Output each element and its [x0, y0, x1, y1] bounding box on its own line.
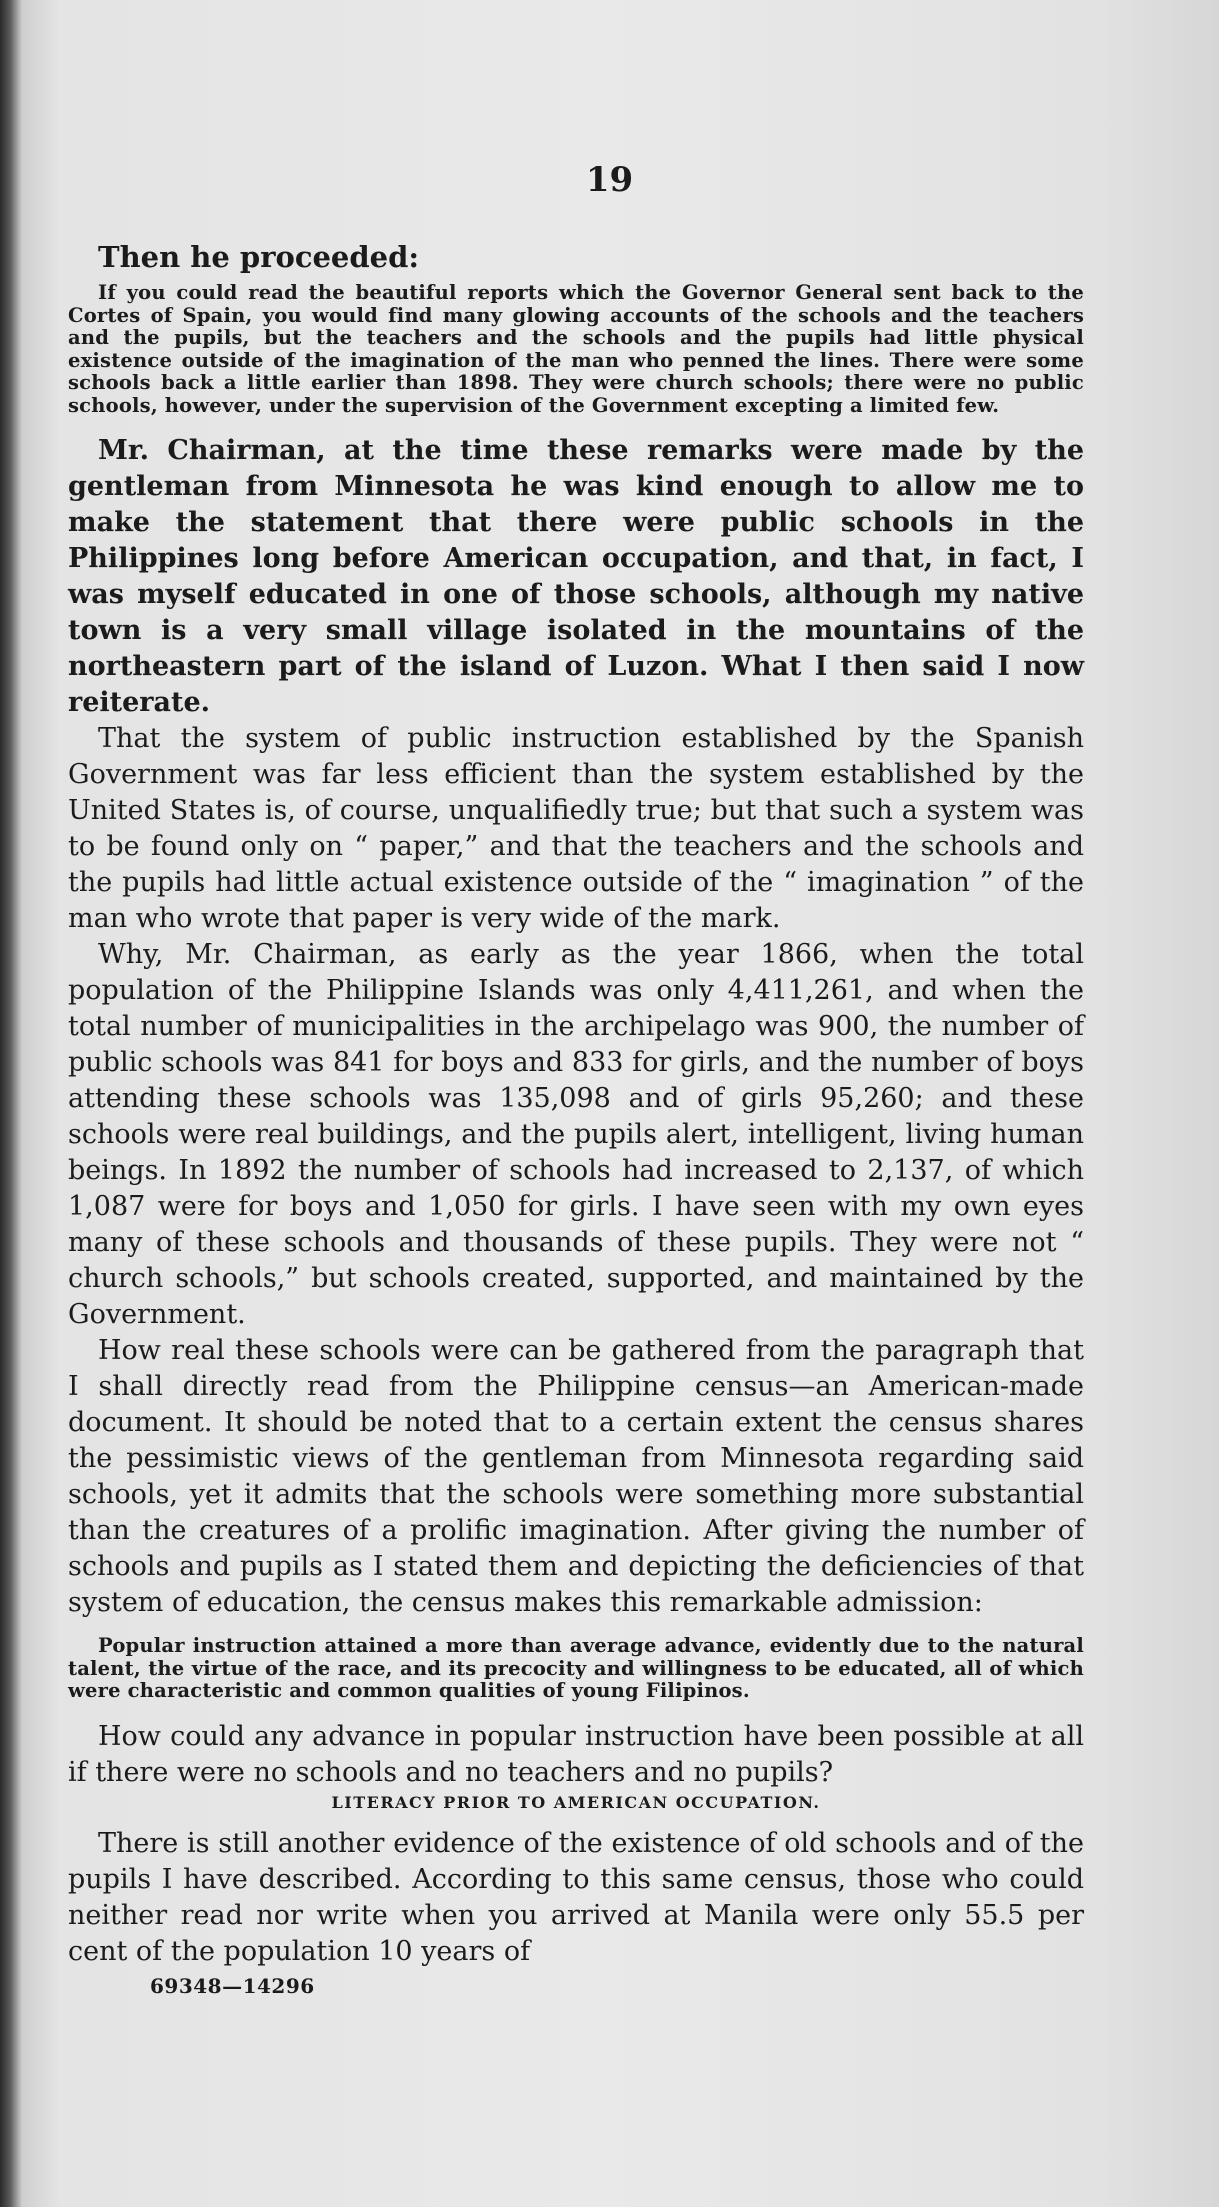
- paragraph-literacy-evidence: There is still another evidence of the existence of old schools and of the pupils I have described. According to this same census, those who could neither read nor write when you arrived at Manila were only 55.5 per cent of the population 10 years of: [68, 1827, 1084, 1967]
- paragraph-chairman-remarks: Mr. Chairman, at the time these remarks were made by the gentleman from Minnesota he was kind enough to allow me to make the statement that there were public schools in the Philippines long before American occupation, and that, in fact, I was myself educated in one of those schools, although my native town is a very small village isolated in the mountains of the northeastern part of the island of Luzon. What I then said I now reiterate.: [68, 435, 1084, 718]
- paragraph-spanish-system: That the system of public instruction established by the Spanish Government was far less efficient than the system established by the United States is, of course, unqualifiedly true; but that such a system was to be found only on “ paper,” and that the teachers and the schools and the pupils had little actual existence outside of the “ imagination ” of the man who wrote that paper is very wide of the mark.: [68, 723, 1084, 934]
- block-quote-governor-reports: If you could read the beautiful reports which the Governor General sent back to the Cortes of Spain, you would find many glowing accounts of the schools and the teachers and the pupils, but the teachers and the schools and the pupils had little physical existence outside of the imagination of the man who penned the lines. There were some schools back a little earlier than 1898. They were church schools; there were no public schools, however, under the supervision of the Government excepting a limited few.: [68, 281, 1084, 417]
- print-code-footer: 69348—14296: [150, 1973, 315, 1998]
- lead-line: Then he proceeded:: [98, 240, 420, 274]
- block-quote-census: Popular instruction attained a more than average advance, evidently due to the natural talent, the virtue of the race, and its precocity and willingness to be educated, all of which were characteristic and common qualities of young Filipinos.: [68, 1634, 1084, 1702]
- paragraph-school-statistics: Why, Mr. Chairman, as early as the year 1866, when the total population of the Philippine Islands was only 4,411,261, and when the total number of municipalities in the archipelago was 900, the number of public schools was 841 for boys and 833 for girls, and the number of boys attending these schools was 135,098 and of girls 95,260; and these schools were real buildings, and the pupils alert, intelligent, living human beings. In 1892 the number of schools had increased to 2,137, of which 1,087 were for boys and 1,050 for girls. I have seen with my own eyes many of these schools and thousands of these pupils. They were not “ church schools,” but schools created, supported, and maintained by the Government.: [68, 939, 1084, 1330]
- paragraph-census-reference: How real these schools were can be gathered from the paragraph that I shall directly read from the Philippine census—an American-made document. It should be noted that to a certain extent the census shares the pessimistic views of the gentleman from Minnesota regarding said schools, yet it admits that the schools were something more substantial than the creatures of a prolific imagination. After giving the number of schools and pupils as I stated them and depicting the deficiencies of that system of education, the census makes this remarkable admission:: [68, 1335, 1084, 1618]
- paragraph-popular-instruction: How could any advance in popular instruction have been possible at all if there were no schools and no teachers and no pupils?: [68, 1720, 1084, 1788]
- page-number: 19: [585, 160, 634, 200]
- page-body: [68, 240, 1084, 1998]
- section-heading-literacy: LITERACY PRIOR TO AMERICAN OCCUPATION.: [331, 1792, 821, 1812]
